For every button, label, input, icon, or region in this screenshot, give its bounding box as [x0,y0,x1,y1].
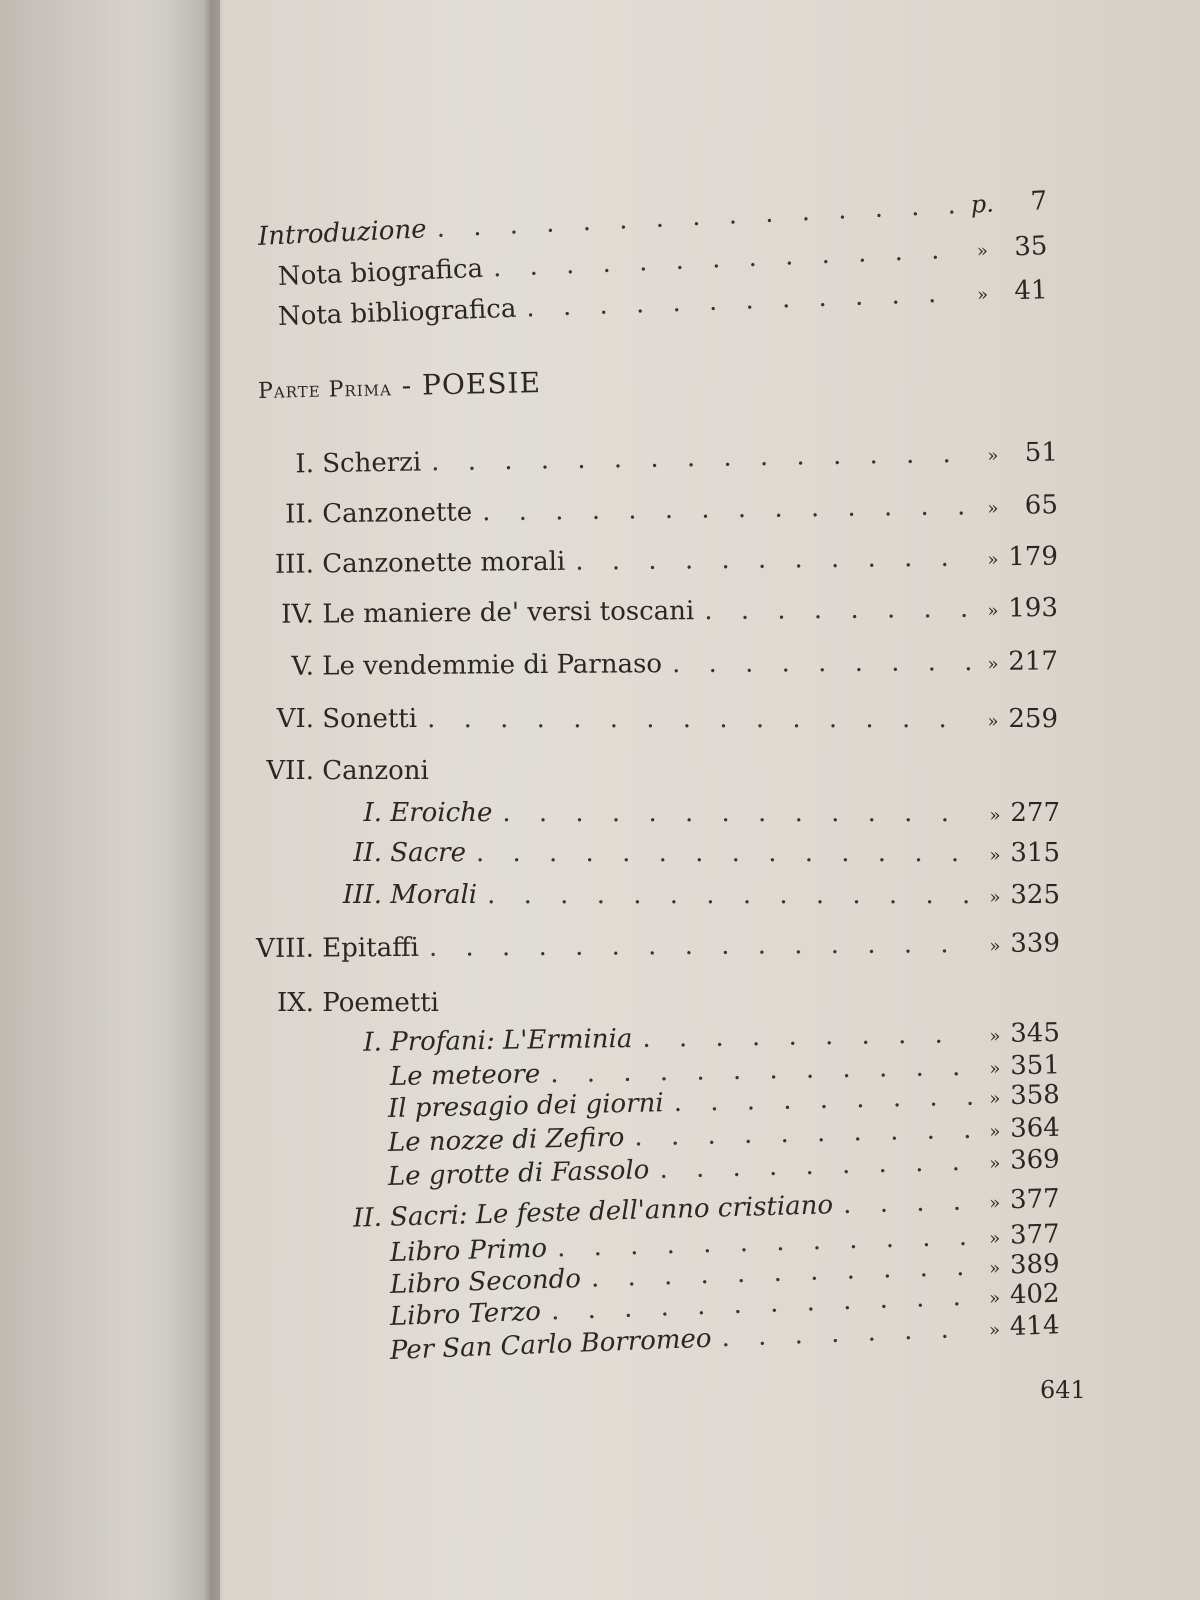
page-number: 364 [1009,1112,1061,1144]
toc-entry-epitaffi [252,928,1060,967]
entry-title: Nota biografica [277,253,484,292]
section-number: II. [284,499,315,530]
page-number: 325 [1010,880,1060,910]
entry-title: Canzonette morali [322,546,566,580]
ditto-mark: » [987,497,999,520]
leader-dots [492,235,960,284]
entry-title: Poemetti [322,988,439,1018]
ditto-mark: » [987,653,999,675]
ditto-mark: » [988,1257,1001,1280]
ditto-mark: » [989,887,1001,908]
section-number: I. [295,449,315,480]
leader-dots [704,594,970,626]
entry-title: Le meteore [389,1059,541,1092]
page-number: 377 [1009,1183,1061,1216]
ditto-mark: » [989,935,1001,957]
section-number: II. [353,838,382,868]
section-number: V. [291,651,315,682]
entry-title: Il presagio dei giorni [387,1088,664,1124]
page-number: 339 [1010,928,1061,959]
entry-title: Libro Primo [389,1233,548,1268]
page-number: 35 [1013,231,1048,263]
ditto-mark: » [989,1025,1001,1047]
page-number: 345 [1010,1018,1061,1049]
entry-title: Le maniere de' versi toscani [322,596,695,630]
page-number: 7 [1029,186,1048,217]
ditto-mark: » [976,240,989,262]
entry-title: Le nozze di Zefiro [387,1122,625,1158]
entry-title: Nota bibliografica [277,293,517,332]
ditto-mark: » [987,445,999,467]
section-number: I. [363,798,382,828]
page-number: 65 [1024,490,1059,521]
ditto-mark: » [989,1058,1001,1080]
page-number: 369 [1009,1144,1061,1176]
ditto-mark: » [989,1088,1001,1110]
toc-entry-canzoni [258,756,1058,786]
leader-dots [429,929,972,963]
page-number: 358 [1009,1079,1061,1111]
ditto-mark: » [976,284,989,306]
leader-dots [431,439,970,477]
ditto-mark: » [989,1121,1001,1143]
leader-dots [526,278,960,323]
entry-title: Sonetti [322,704,418,734]
leader-dots [575,543,970,577]
toc-entry-canzonette-morali [258,542,1058,583]
page-number: 41 [1013,275,1049,307]
entry-title: Per San Carlo Borromeo [389,1323,713,1366]
section-number: III. [342,880,382,910]
leader-dots [436,190,960,244]
toc-entry-vendemmie [258,646,1058,685]
part-prefix: Parte Prima [257,376,393,404]
leader-dots [672,647,970,679]
entry-title: Sacre [390,838,466,868]
section-number: IV. [281,599,315,630]
entry-title: Canzonette [322,497,473,530]
leader-dots [487,880,972,910]
entry-title: Eroiche [390,798,493,828]
leader-dots [482,491,970,527]
page-number: 414 [1009,1310,1061,1343]
leader-dots [673,1082,972,1118]
page-number: 51 [1024,437,1059,468]
page-number: 315 [1010,838,1060,868]
section-number: VIII. [256,933,315,964]
ditto-mark: » [988,1287,1001,1310]
ditto-mark: » [987,711,999,732]
section-number: IX. [276,988,314,1018]
toc-entry-sonetti [258,704,1058,737]
entry-title: Scherzi [321,447,422,479]
section-number: VI. [276,704,314,734]
leader-dots [427,704,970,734]
toc-entry-morali [318,880,1060,913]
section-number: II. [352,1202,383,1234]
ditto-mark: » [987,549,999,571]
leader-dots [634,1115,972,1153]
part-separator: - [401,368,413,402]
part-title: POESIE [421,366,542,402]
leader-dots [642,1019,972,1054]
entry-title: Profani: L'Erminia [390,1023,633,1058]
ditto-mark: » [989,1152,1001,1175]
ditto-mark: » [989,805,1001,826]
page-number: 193 [1008,593,1059,624]
page-number: 259 [1008,704,1058,734]
leader-dots [502,798,972,828]
page-number: 217 [1008,646,1059,677]
page-number: 277 [1010,798,1060,828]
entry-title: Epitaffi [322,932,420,964]
section-number: VII. [266,756,314,786]
entry-title: Introduzione [257,214,428,252]
ditto-mark: » [987,600,999,622]
section-number: I. [363,1027,383,1058]
entry-title: Le grotte di Fassolo [387,1155,650,1192]
page-number: 377 [1009,1219,1061,1251]
page-prefix: p. [970,189,995,219]
ditto-mark: » [988,1227,1001,1250]
leader-dots [843,1186,972,1220]
toc-entry-eroiche [330,798,1060,831]
entry-title: Canzoni [322,756,429,786]
toc-entry-scherzi [258,437,1058,483]
toc-entry-sacre [330,838,1060,871]
part-heading [258,366,542,405]
leader-dots [476,838,972,868]
entry-title: Morali [390,880,478,910]
entry-title: Libro Secondo [389,1264,582,1300]
ditto-mark: » [988,1192,1001,1214]
ditto-mark: » [988,1319,1001,1341]
toc-entry-poemetti [258,988,1058,1018]
ditto-mark: » [989,845,1001,866]
entry-title: Sacri: Le feste dell'anno cristiano [389,1190,834,1233]
entry-title: Le vendemmie di Parnaso [322,649,663,682]
page-number: 402 [1009,1278,1061,1311]
toc-entry-maniere [258,593,1058,633]
folio-page-number: 641 [1040,1376,1086,1404]
entry-title: Libro Terzo [389,1296,542,1332]
toc-entry-canzonette [258,490,1058,533]
page-number: 351 [1009,1050,1061,1082]
page-number: 179 [1008,541,1059,573]
section-number: III. [274,549,315,580]
page-number: 389 [1009,1248,1061,1281]
